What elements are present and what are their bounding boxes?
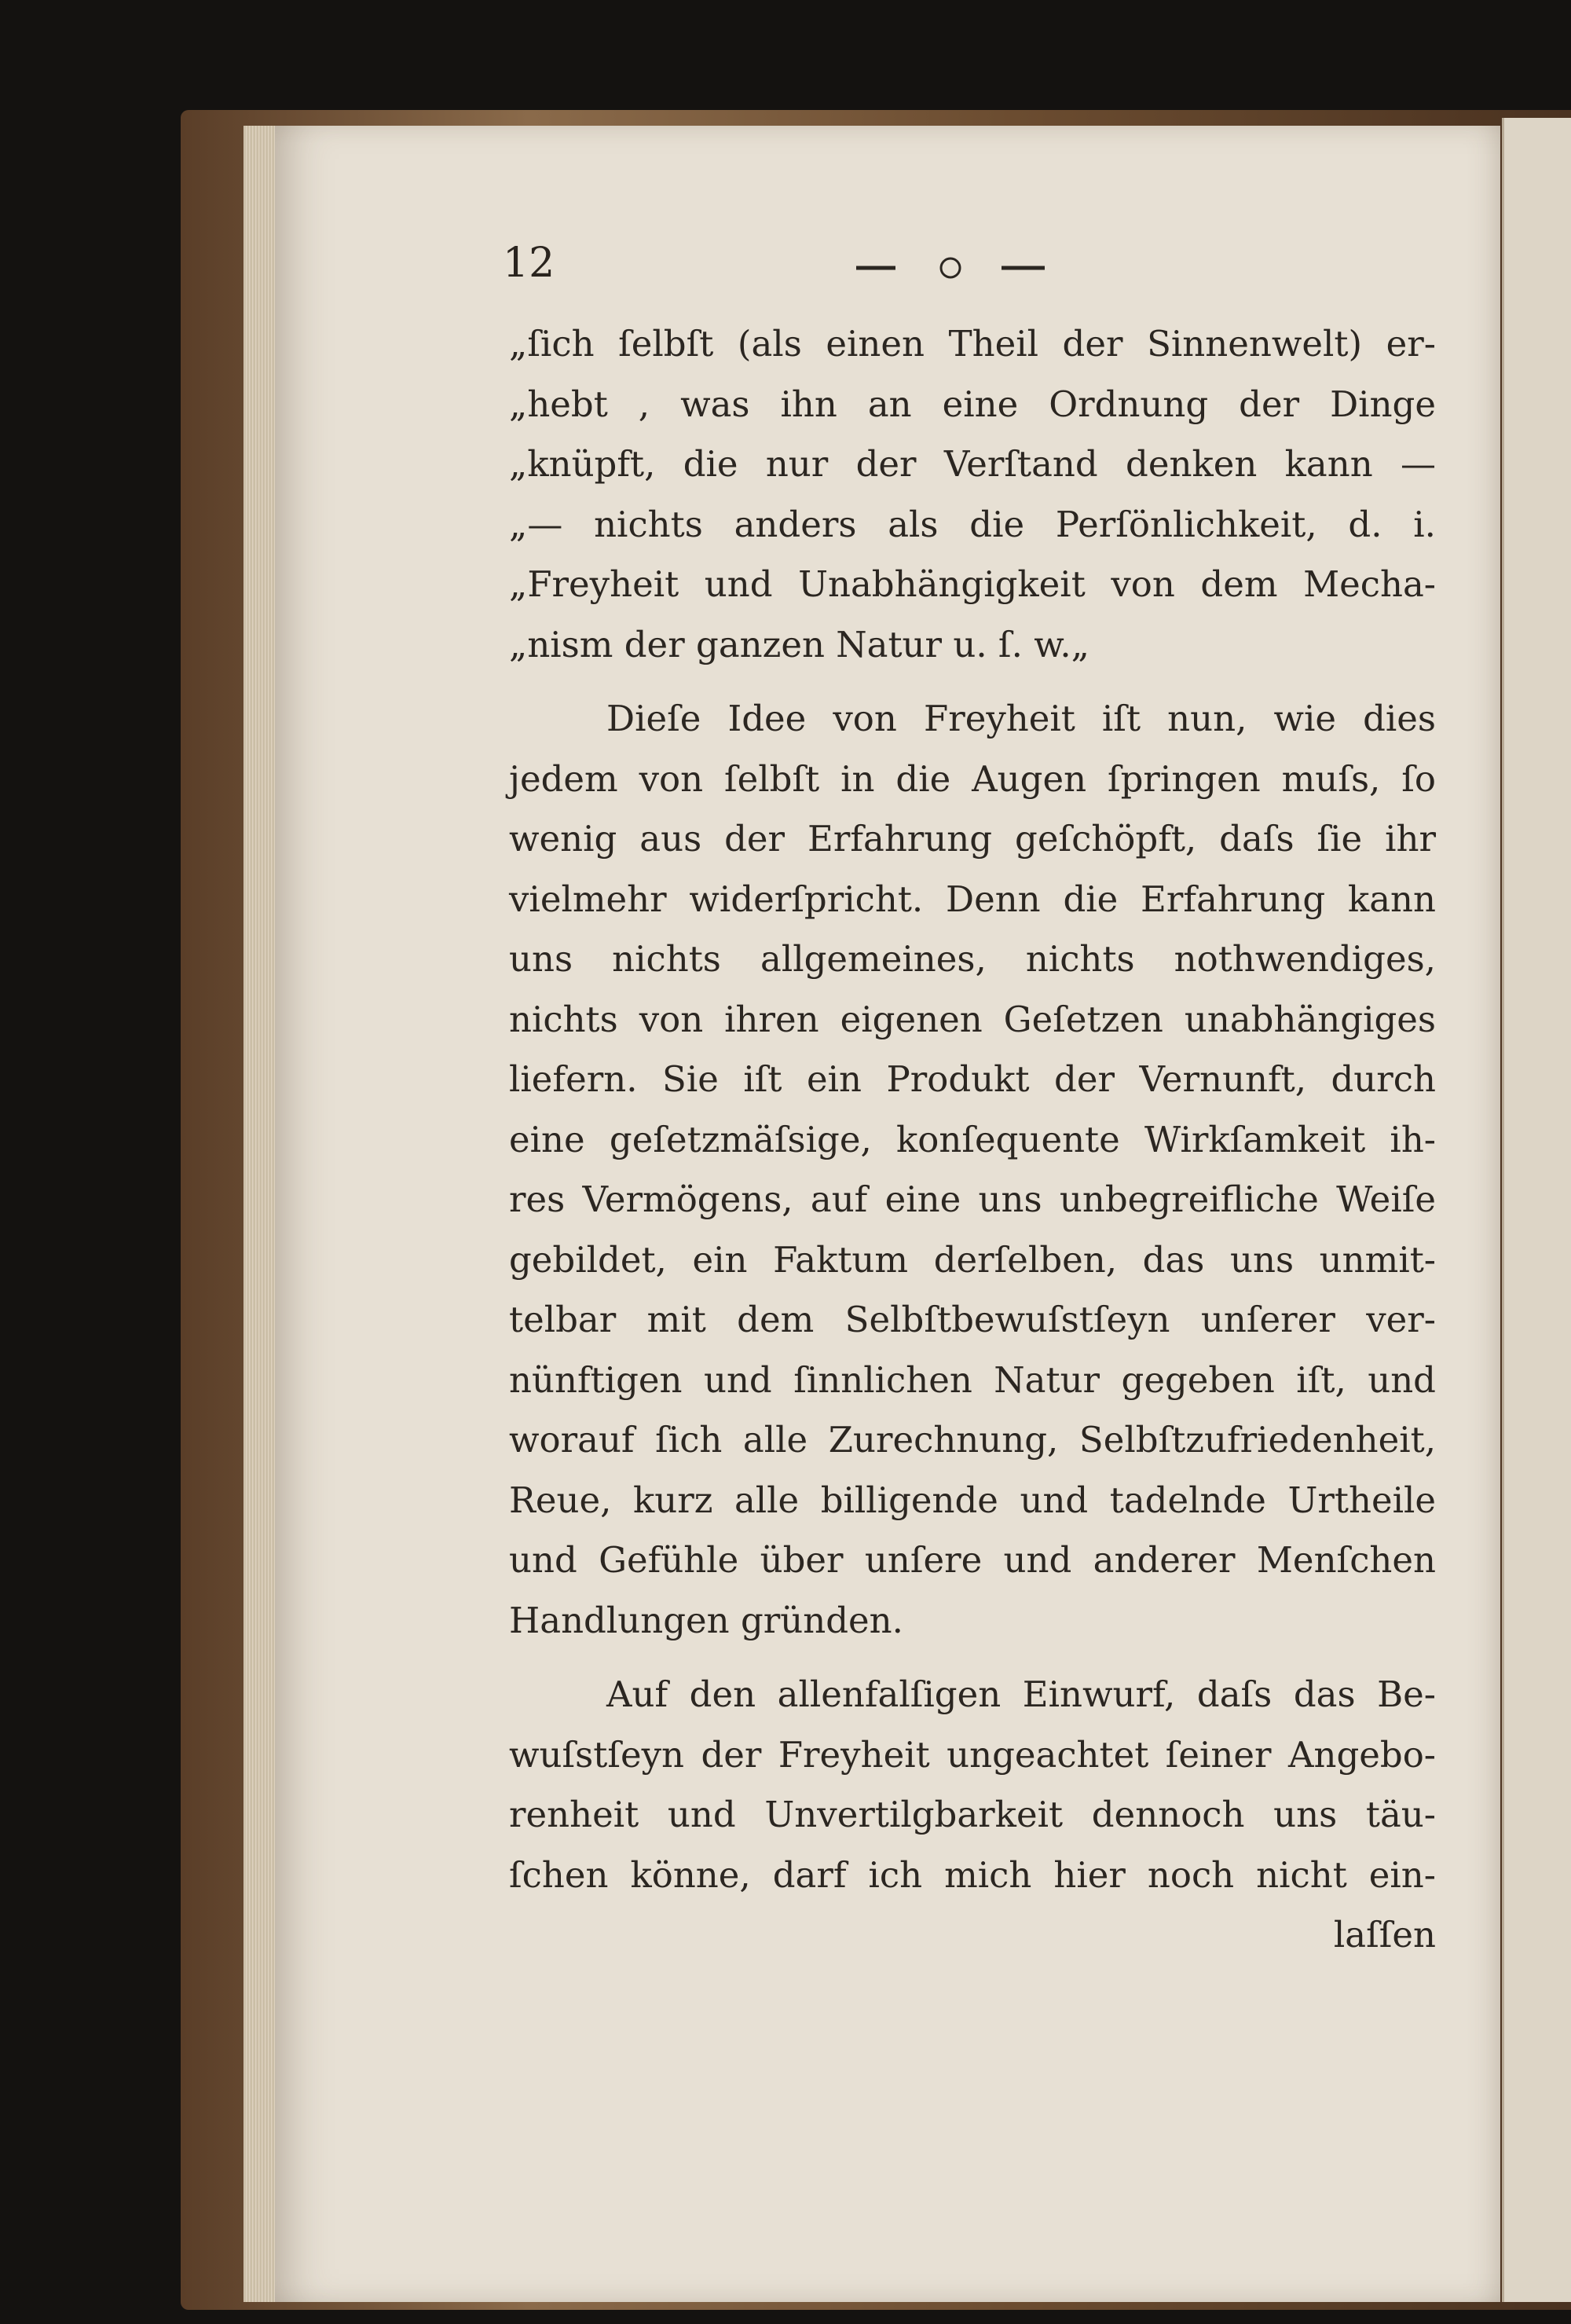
text-line: Dieſe Idee von Freyheit iſt nun, wie dies [606, 698, 1436, 739]
text-line: „nism der ganzen Natur u. ſ. w.„ [509, 623, 1089, 665]
text-line: Auf den allenfalſigen Einwurf, daſs das Be- [606, 1673, 1436, 1715]
text-line: telbar mit dem Selbſtbewuſstſeyn unſerer ver- [509, 1299, 1436, 1340]
text-line: „Freyheit und Unabhängigkeit von dem Mecha- [509, 563, 1436, 605]
text-line: nünftigen und ſinnlichen Natur gegeben iſt, und [509, 1358, 1436, 1401]
text-line: wenig aus der Erfahrung geſchöpft, daſs ſie ihr [509, 818, 1436, 860]
text-line: renheit und Unvertilgbarkeit dennoch uns täu- [509, 1794, 1436, 1835]
text-line: worauf ſich alle Zurechnung, Selbſtzufriedenheit, [509, 1419, 1436, 1461]
text-line: liefern. Sie iſt ein Produkt der Vernunft, durch [509, 1058, 1436, 1100]
text-line: „hebt , was ihn an eine Ordnung der Dinge [509, 383, 1436, 425]
page-header [503, 240, 1437, 295]
catchword: laſſen [1333, 1914, 1436, 1956]
facing-page-edge [1502, 118, 1571, 2302]
text-line: „ſich ſelbſt (als einen Theil der Sinnenwelt) er- [509, 323, 1436, 365]
text-line: Handlungen gründen. [509, 1599, 903, 1641]
page-number: 12 [503, 240, 555, 287]
text-line: uns nichts allgemeines, nichts nothwendiges, [509, 938, 1436, 980]
text-line: eine geſetzmäſsige, konſequente Wirkſamkeit ih- [509, 1118, 1436, 1160]
text-line: wuſstſeyn der Freyheit ungeachtet ſeiner Angebo- [509, 1733, 1436, 1776]
ornament-divider [833, 251, 1068, 282]
text-line: „knüpft, die nur der Verſtand denken kann — [509, 443, 1436, 485]
text-line: jedem von ſelbſt in die Augen ſpringen muſs, ſo [509, 757, 1436, 800]
paragraph-gap [509, 675, 1436, 689]
text-line: und Gefühle über unſere und anderer Menſchen [509, 1539, 1436, 1581]
text-line: gebildet, ein Faktum derſelben, das uns unmit- [509, 1238, 1436, 1281]
body-text [509, 314, 1436, 1966]
text-line: nichts von ihren eigenen Geſetzen unabhängiges [509, 998, 1436, 1040]
text-line: res Vermögens, auf eine uns unbegreifliche Weiſe [509, 1178, 1436, 1220]
text-line: „— nichts anders als die Perſönlichkeit, d. i. [509, 503, 1436, 545]
text-line: ſchen könne, darf ich mich hier noch nicht ein- [509, 1853, 1436, 1896]
text-line: Reue, kurz alle billigende und tadelnde Urtheile [509, 1479, 1436, 1521]
paragraph-gap [509, 1651, 1436, 1665]
text-line: vielmehr widerſpricht. Denn die Erfahrung kann [509, 878, 1436, 920]
ornament-circle [941, 258, 960, 277]
